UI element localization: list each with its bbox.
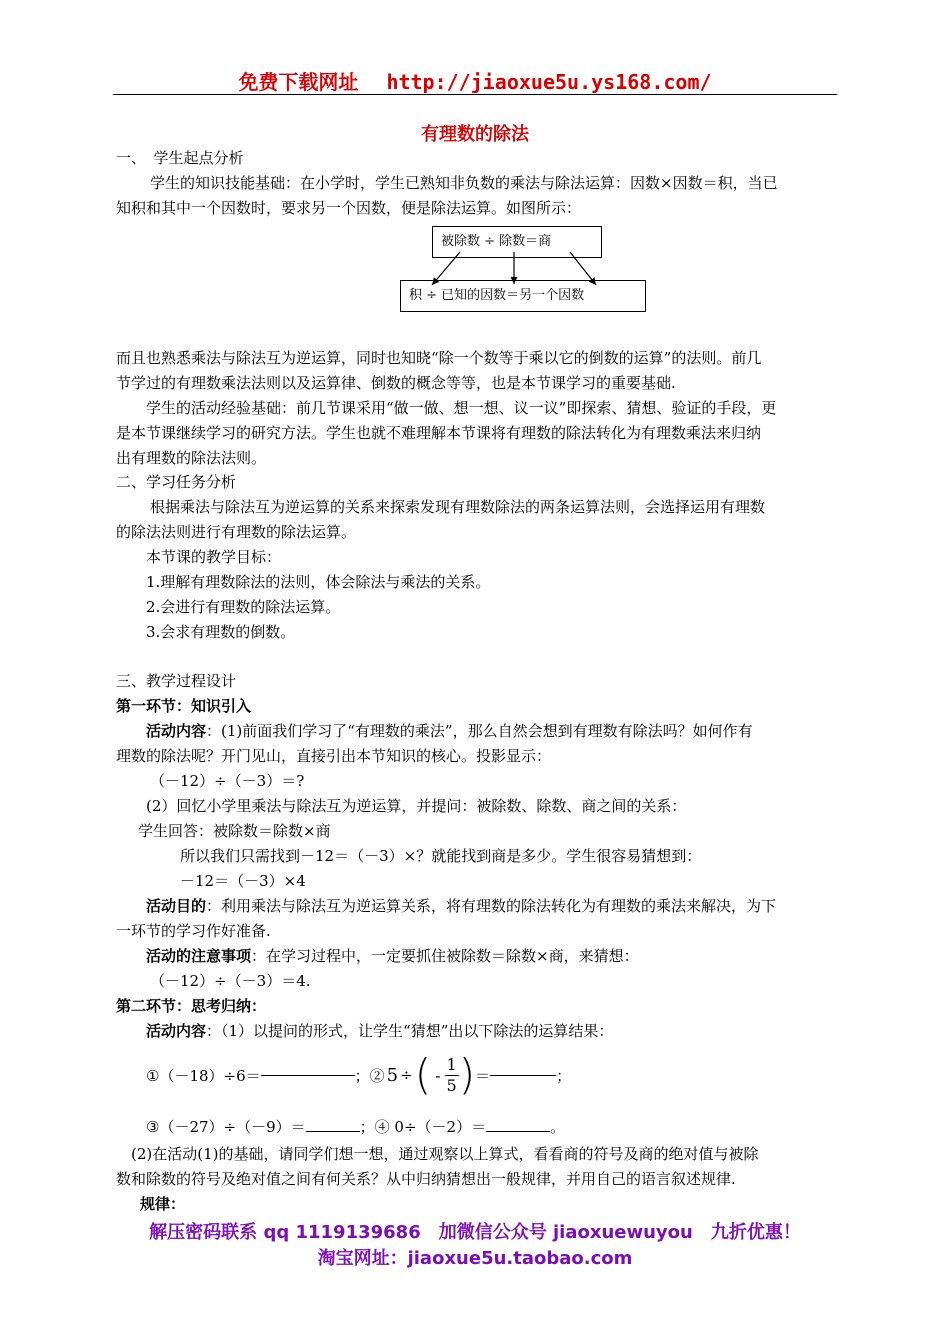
s3-c1b: 理数的除法呢？开门见山，直接引出本节知识的核心。投影显示： [116,747,552,765]
header-url[interactable]: http://jiaoxue5u.ys168.com/ [386,70,712,94]
s1-p2b: 节学过的有理数乘法法则以及运算律、倒数的概念等等，也是本节课学习的重要基础. [116,374,676,392]
s1-p3c: 出有理数的除法法则。 [116,449,267,467]
fraction-denominator: 5 [446,1075,457,1095]
exercise-2-prefix: ；② [354,1066,385,1085]
step1-heading: 第一环节：知识引入 [116,697,252,715]
purpose [146,895,776,916]
ex-end: 。 [550,1118,566,1136]
exercise-3: ③（－27）÷（－9）＝ [146,1118,306,1136]
purpose-b: 一环节的学习作好准备. [116,922,271,940]
s1-p1a: 学生的知识技能基础：在小学时，学生已熟知非负数的乘法与除法运算：因数×因数＝积，当已 [150,174,778,192]
ex2-div-sign: ÷ [400,1066,413,1084]
answer-blank[interactable] [486,1131,550,1132]
s3-q2a: (2)在活动(1)的基础，请同学们想一想，通过观察以上算式，看看商的符号及商的绝对值与被除 [131,1145,759,1163]
note [146,945,639,966]
footer-line-2[interactable]: 淘宝网址：jiaoxue5u.taobao.com [317,1248,633,1269]
note-label: 活动的注意事项 [146,947,252,965]
step2-heading: 第二环节：思考归纳： [116,997,267,1015]
s1-p3b: 是本节课继续学习的研究方法。学生也就不难理解本节课将有理数的除法转化为有理数乘法来归纳 [116,424,762,442]
s2-p1b: 的除法法则进行有理数的除法运算。 [116,523,357,541]
goal-item: 2.会进行有理数的除法运算。 [146,598,341,616]
note-text: ：在学习过程中，一定要抓住被除数＝除数×商，来猜想： [251,947,639,965]
section2-heading: 二、学习任务分析 [116,473,237,491]
section1-heading: 一、 学生起点分析 [116,149,244,167]
page-title: 有理数的除法 [421,124,529,145]
eq1: （－12）÷（－3）＝? [150,772,305,790]
s2-p1a: 根据乘法与除法互为逆运算的关系来探索发现有理数除法的两条运算法则，会选择运用有理数 [150,498,766,516]
student-answer: 学生回答：被除数＝除数×商 [138,822,331,840]
s3-q2b: 数和除数的符号及绝对值之间有何关系？从中归纳猜想出一般规律，并用自己的语言叙述规律. [116,1170,736,1188]
purpose-text: ：利用乘法与除法互为逆运算关系，将有理数的除法转化为有理数的乘法来解决，为下 [206,897,777,915]
ex2-equals: ＝ [475,1066,491,1085]
eq2: －12＝（－3）×4 [180,872,306,890]
s3-c2: (2）回忆小学里乘法与除法互为逆运算，并提问：被除数、除数、商之间的关系： [146,797,687,815]
semicolon: ； [556,1066,572,1085]
diagram-arrows [0,0,950,400]
fraction-numerator: 1 [446,1054,457,1074]
s2-goals-label: 本节课的教学目标： [146,548,282,566]
diagram-bottom-box: 积 ÷ 已知的因数＝另一个因数 [400,280,646,312]
goal-item: 1.理解有理数除法的法则，体会除法与乘法的关系。 [146,573,491,591]
arrow-left [432,252,460,285]
diagram-top-box: 被除数 ÷ 除数＝商 [432,226,602,258]
answer-blank[interactable] [490,1075,556,1076]
header-label: 免费下载网址 [238,70,359,94]
exercise-1: ①（－18）÷6＝ [146,1066,261,1085]
left-paren: ( [414,1050,432,1099]
fraction [445,1055,459,1096]
s3-c3-text: ：（1）以提问的形式，让学生“猜想”出以下除法的运算结果： [206,1022,614,1040]
activity-label-2: 活动内容 [146,1022,207,1040]
goal-item: 3.会求有理数的倒数。 [146,623,296,641]
footer-line-1: 解压密码联系 qq 1119139686 加微信公众号 jiaoxuewuyou 九折优惠！ [149,1222,801,1243]
purpose-label: 活动目的 [146,897,207,915]
s3-so: 所以我们只需找到－12＝（－3）×？就能找到商是多少。学生很容易猜想到： [180,847,702,865]
right-paren: ) [458,1050,476,1099]
s3-c3 [146,1020,613,1041]
eq3: （－12）÷（－3）＝4. [150,972,311,990]
exercise-4: ；④ 0÷（－2）＝ [359,1118,487,1136]
exercise-row-2 [146,1116,565,1137]
s3-c1a [146,720,753,741]
arrow-right [570,252,596,285]
section3-heading: 三、教学过程设计 [116,672,237,690]
s1-p3a: 学生的活动经验基础：前几节课采用“做一做、想一想、议一议”即探索、猜想、验证的手段，更 [146,399,777,417]
s1-p1b: 知积和其中一个因数时，要求另一个因数，便是除法运算。如图所示： [116,199,582,217]
answer-blank[interactable] [261,1075,355,1076]
s3-c1a-text: ：(1)前面我们学习了“有理数的乘法”，那么自然会想到有理数有除法吗？如何作有 [206,722,753,740]
exercise-row-1 [146,1050,571,1100]
ex2-dividend: 5 [386,1064,399,1086]
activity-label: 活动内容 [146,722,207,740]
s1-p2a: 而且也熟悉乘法与除法互为逆运算，同时也知晓“除一个数等于乘以它的倒数的运算”的法则。前几 [116,349,762,367]
ex2-minus: - [435,1065,441,1085]
rule-label: 规律： [140,1195,186,1213]
answer-blank[interactable] [306,1131,360,1132]
